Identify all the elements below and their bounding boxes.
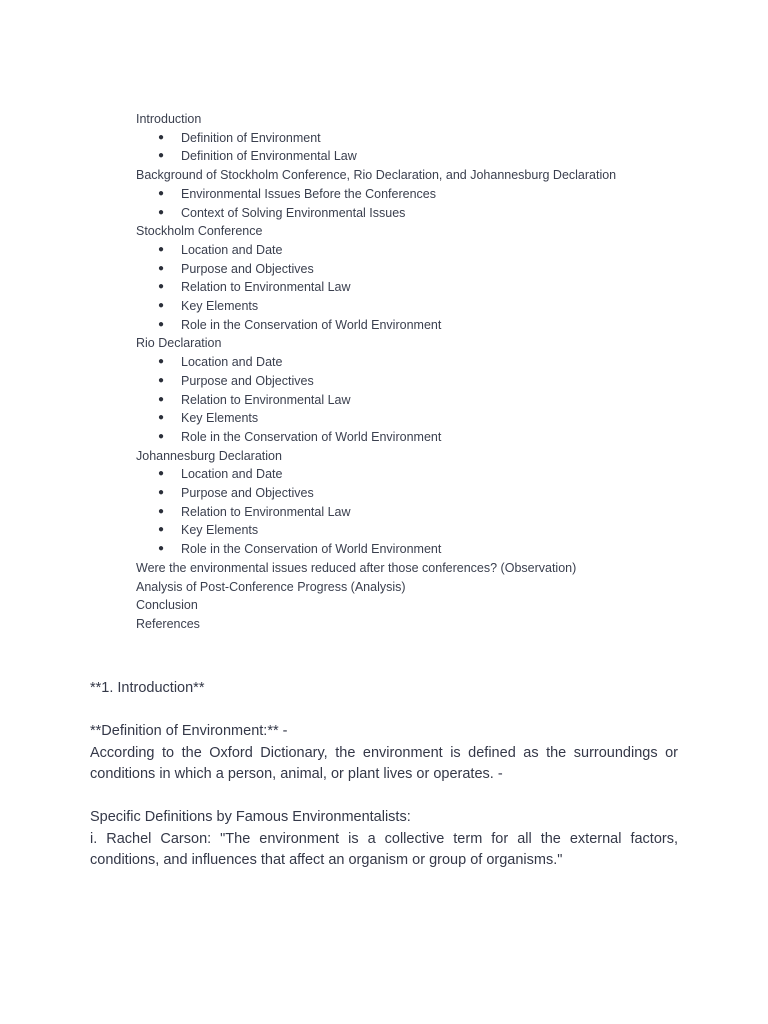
section-title: **1. Introduction**: [90, 680, 205, 696]
outline-list-item: [136, 484, 736, 503]
outline-item-label: Environmental Issues Before the Conferences: [181, 186, 436, 201]
outline-list-item: [136, 503, 736, 522]
specific-definitions-heading: Specific Definitions by Famous Environmentalists:: [90, 809, 411, 825]
spacer: [90, 786, 678, 808]
outline-list-item: [136, 204, 736, 223]
bullet-icon: ●: [158, 468, 165, 480]
outline-list-item: [136, 129, 736, 148]
bullet-icon: ●: [158, 505, 165, 517]
outline-list-item: [136, 409, 736, 428]
outline-item-label: Definition of Environmental Law: [181, 149, 357, 164]
outline-heading: Were the environmental issues reduced after those conferences? (Observation): [136, 560, 577, 575]
outline-item-label: Location and Date: [181, 467, 283, 482]
outline-list-item: [136, 297, 736, 316]
outline-item-label: Role in the Conservation of World Environment: [181, 317, 442, 332]
oxford-definition-paragraph: According to the Oxford Dictionary, the environment is defined as the surroundings or conditions in which a person, animal, or plant lives or operates. -: [90, 744, 678, 782]
outline-heading: Analysis of Post-Conference Progress (Analysis): [136, 579, 406, 594]
outline-list-item: [136, 391, 736, 410]
outline-list-item: [136, 185, 736, 204]
outline-heading: Johannesburg Declaration: [136, 448, 282, 463]
outline-item-label: Key Elements: [181, 411, 259, 426]
outline-list-item: [136, 540, 736, 559]
outline-heading: Stockholm Conference: [136, 224, 263, 239]
bullet-icon: ●: [158, 281, 165, 293]
outline-heading: Introduction: [136, 112, 202, 126]
outline-list-item: [136, 316, 736, 335]
outline-item-label: Context of Solving Environmental Issues: [181, 205, 406, 220]
outline-item-label: Key Elements: [181, 523, 259, 538]
bullet-icon: ●: [158, 374, 165, 386]
table-of-contents: [136, 110, 736, 634]
outline-item-label: Location and Date: [181, 355, 283, 370]
bullet-icon: ●: [158, 487, 165, 499]
bullet-icon: ●: [158, 543, 165, 555]
bullet-icon: ●: [158, 412, 165, 424]
outline-list-item: [136, 372, 736, 391]
outline-sublist: [136, 353, 736, 447]
outline-heading: Background of Stockholm Conference, Rio Declaration, and Johannesburg Declaration: [136, 168, 617, 183]
bullet-icon: ●: [158, 150, 165, 162]
bullet-icon: ●: [158, 430, 165, 442]
outline-item-label: Purpose and Objectives: [181, 261, 314, 276]
bullet-icon: ●: [158, 206, 165, 218]
outline-list-item: [136, 428, 736, 447]
bullet-icon: ●: [158, 187, 165, 199]
outline-list-item: [136, 260, 736, 279]
outline-item-label: Relation to Environmental Law: [181, 392, 351, 407]
bullet-icon: ●: [158, 243, 165, 255]
outline-item-label: Key Elements: [181, 299, 259, 314]
bullet-icon: ●: [158, 131, 165, 143]
bullet-icon: ●: [158, 524, 165, 536]
bullet-icon: ●: [158, 300, 165, 312]
outline-list-item: [136, 353, 736, 372]
outline-sublist: [136, 185, 736, 222]
bullet-icon: ●: [158, 356, 165, 368]
outline-item-label: Relation to Environmental Law: [181, 280, 351, 295]
definition-heading: **Definition of Environment:** -: [90, 723, 288, 739]
outline-list-item: [136, 147, 736, 166]
outline-item-label: Definition of Environment: [181, 130, 321, 145]
rachel-carson-quote: i. Rachel Carson: "The environment is a collective term for all the external factors, conditions, and influences that affect an organism or group of organisms.": [90, 830, 678, 868]
outline-item-label: Role in the Conservation of World Environment: [181, 542, 442, 557]
outline-item-label: Location and Date: [181, 242, 283, 257]
outline-list-item: [136, 465, 736, 484]
bullet-icon: ●: [158, 318, 165, 330]
outline-item-label: Purpose and Objectives: [181, 373, 314, 388]
bullet-icon: ●: [158, 393, 165, 405]
outline-sublist: [136, 129, 736, 166]
outline-heading: References: [136, 616, 200, 631]
outline-heading: Conclusion: [136, 598, 198, 613]
outline-list-item: [136, 521, 736, 540]
outline-sublist: [136, 241, 736, 335]
outline-list-item: [136, 278, 736, 297]
outline-sublist: [136, 465, 736, 559]
bullet-icon: ●: [158, 262, 165, 274]
outline-heading: Rio Declaration: [136, 336, 222, 351]
spacer: [90, 700, 678, 722]
document-body: [90, 678, 678, 872]
outline-item-label: Relation to Environmental Law: [181, 504, 351, 519]
outline-item-label: Purpose and Objectives: [181, 486, 314, 501]
outline-item-label: Role in the Conservation of World Environment: [181, 429, 442, 444]
outline-list-item: [136, 241, 736, 260]
